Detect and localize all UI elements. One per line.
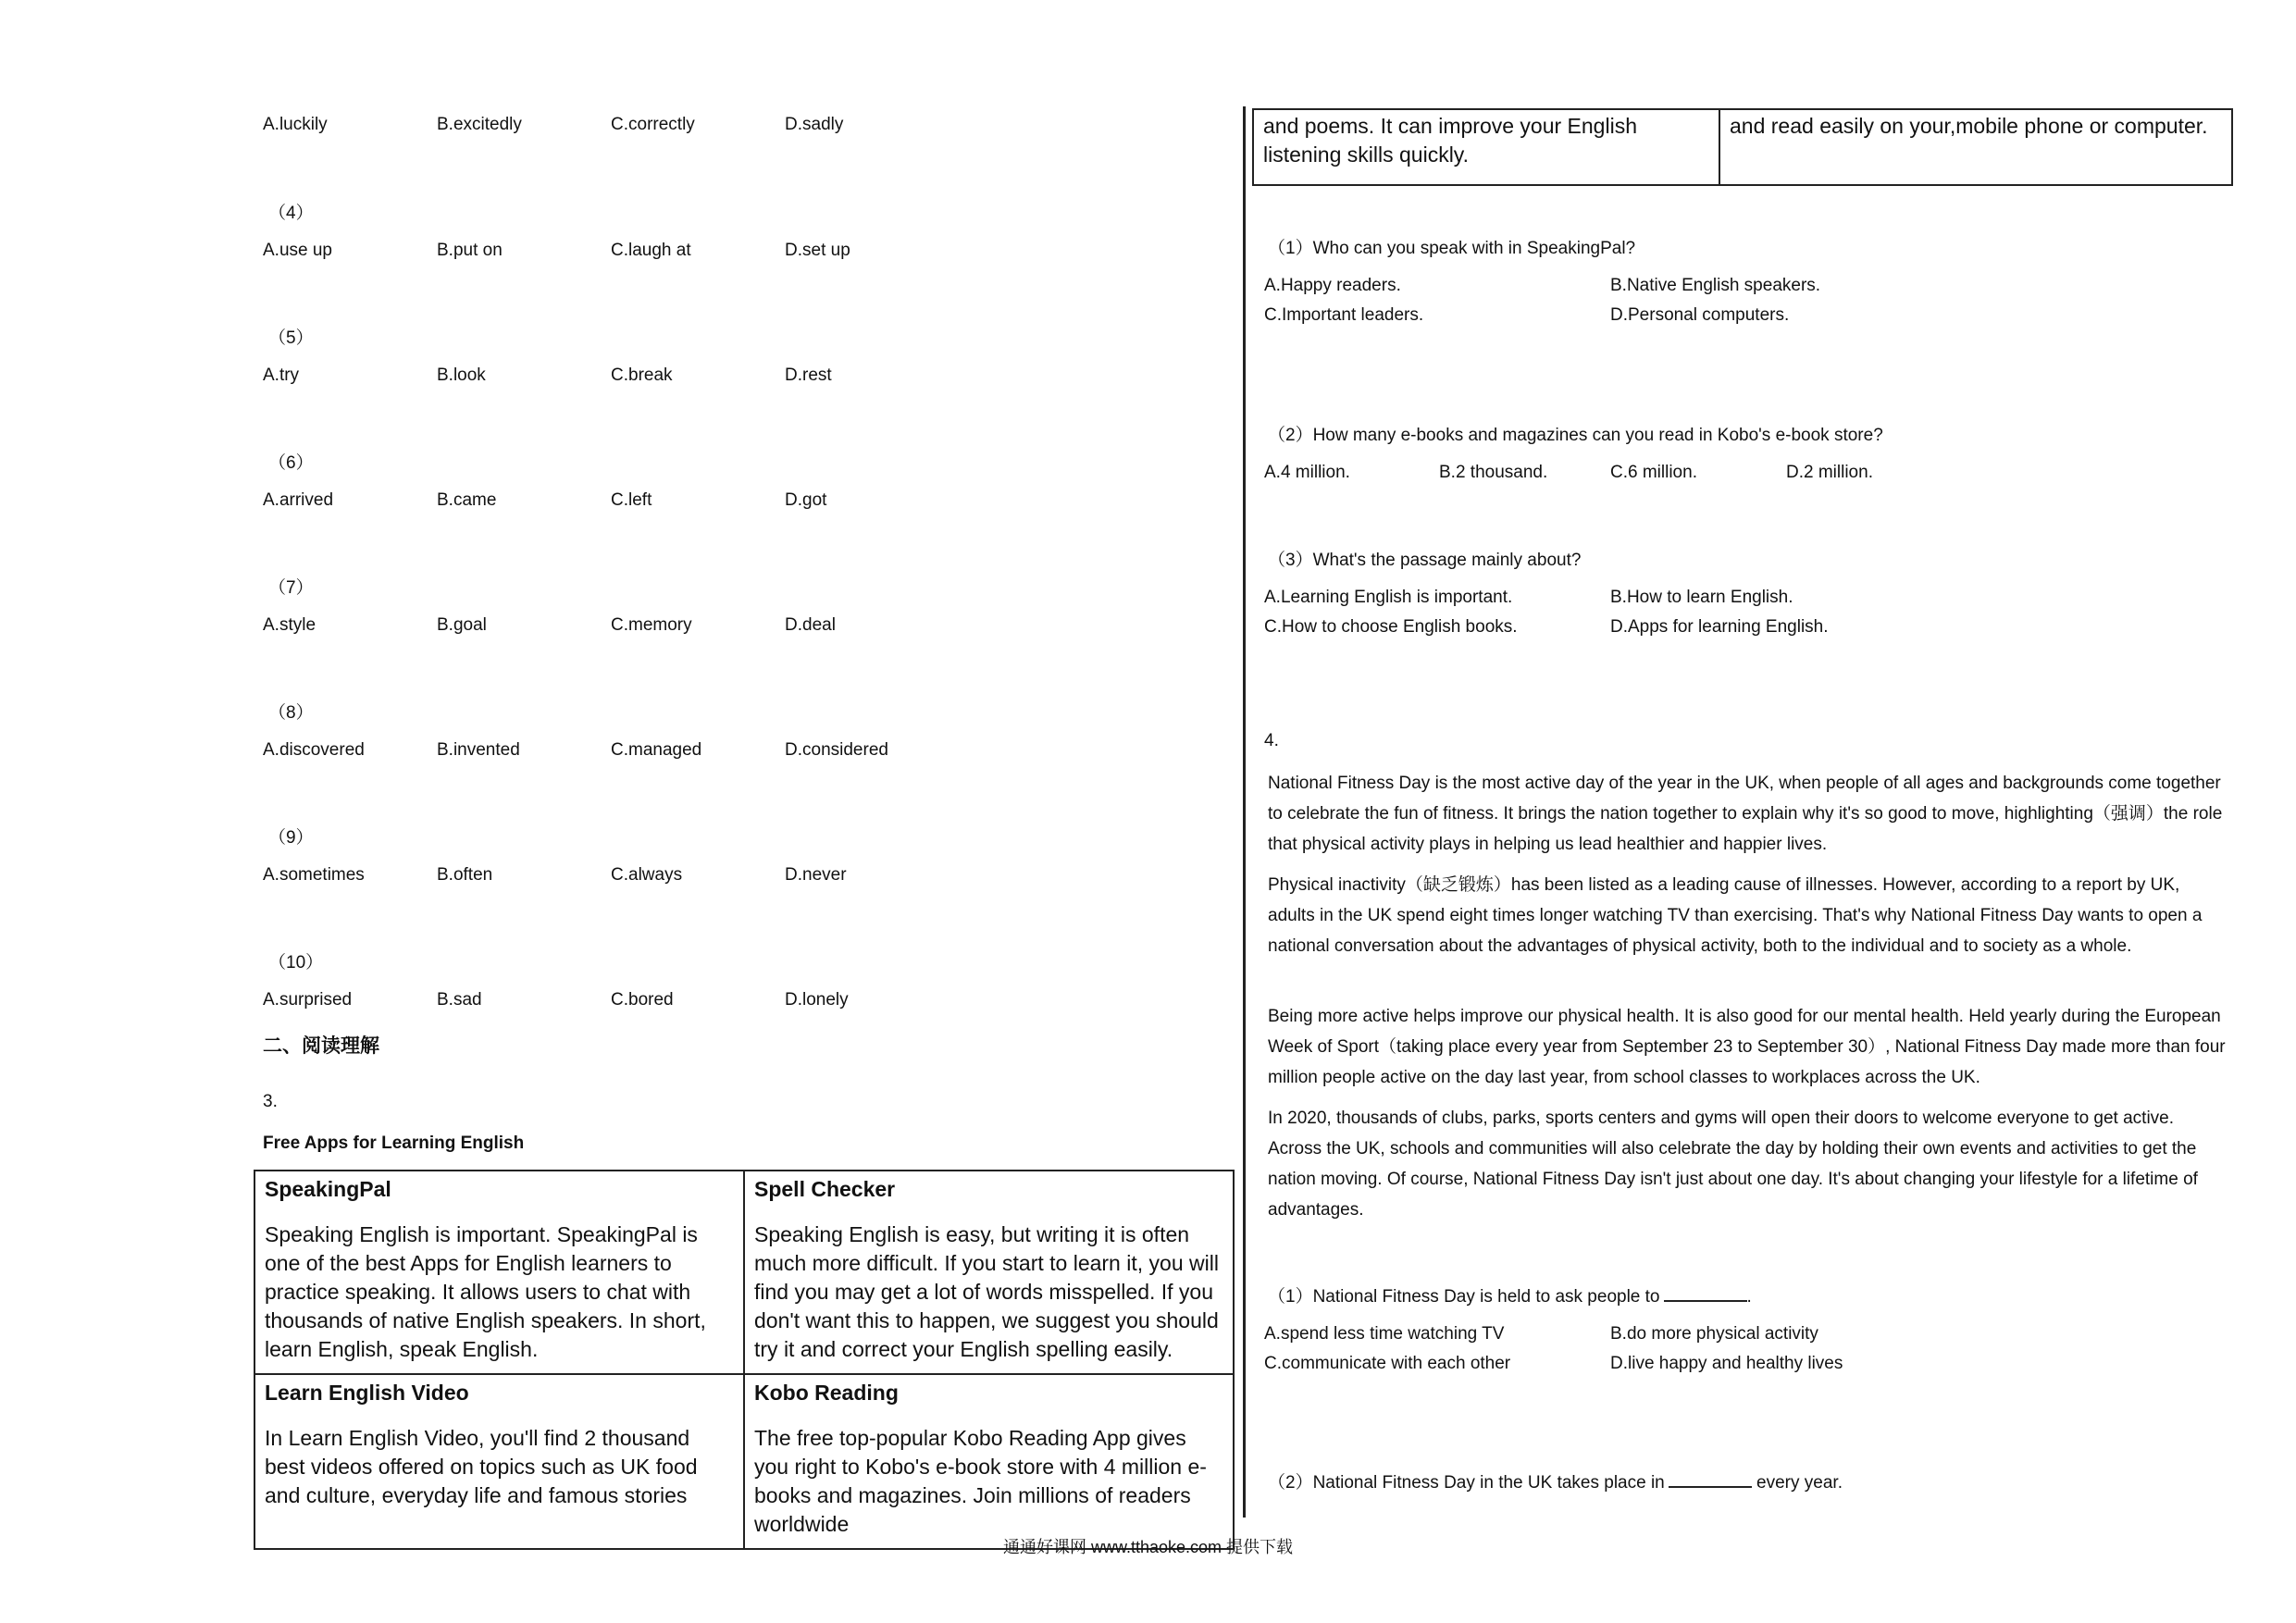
- q4-1-option-a: A.spend less time watching TV: [1264, 1324, 1505, 1344]
- option-b: B.look: [437, 365, 486, 385]
- question-number: （5）: [268, 328, 314, 348]
- speakingpal-cell: [254, 1171, 744, 1374]
- q3-1-option-c: C.Important leaders.: [1264, 305, 1424, 325]
- option-a: A.arrived: [263, 490, 334, 510]
- question-number: （10）: [268, 953, 324, 973]
- passage-number: 3.: [263, 1092, 278, 1111]
- option-b: B.often: [437, 865, 493, 885]
- q3-3-option-a: A.Learning English is important.: [1264, 588, 1513, 607]
- q3-3-option-d: D.Apps for learning English.: [1610, 617, 1829, 637]
- spell-checker-cell: [744, 1171, 1234, 1374]
- option-c: C.laugh at: [611, 241, 691, 260]
- video-cell-continued: and poems. It can improve your English listening skills quickly.: [1253, 109, 1719, 185]
- option-d: D.sadly: [785, 115, 844, 134]
- video-cell: [254, 1374, 744, 1549]
- option-b: B.goal: [437, 615, 487, 635]
- option-a: A.luckily: [263, 115, 328, 134]
- kobo-text: The free top-popular Kobo Reading App gives you right to Kobo's e-book store with 4 million e-books and magazines. Join millions of readers worldwide: [754, 1426, 1207, 1536]
- question-4-1-end: .: [1746, 1287, 1752, 1307]
- spell-checker-text: Speaking English is easy, but writing it is often much more difficult. If you start to learn it, you will find you may get a lot of words misspelled. If you don't want this to happen, we suggest you should try it and correct your English spelling easily.: [754, 1222, 1219, 1361]
- paragraph-4: In 2020, thousands of clubs, parks, sports centers and gyms will open their doors to welcome everyone to get active. Across the UK, schools and communities will also celebrate the day by holding their own events and activities to get the nation moving. Of course, National Fitness Day isn't just about one day. It's about changing your lifestyle for a lifetime of advantages.: [1268, 1109, 2198, 1220]
- question-number: （8）: [268, 703, 314, 723]
- option-c: C.left: [611, 490, 652, 510]
- paragraph-1: National Fitness Day is the most active day of the year in the UK, when people of all ages and backgrounds come together to celebrate the fun of fitness. It brings the nation together to explain why it's so good to move, highlighting（强调）the role that physical activity plays in helping us lead healthier and happier lives.: [1268, 774, 2223, 854]
- question-4-1: [1268, 1282, 1752, 1307]
- option-a: A.try: [263, 365, 300, 385]
- apps-table-continued: [1252, 108, 2233, 186]
- kobo-cell-continued: and read easily on your,mobile phone or computer.: [1719, 109, 2232, 185]
- option-c: C.correctly: [611, 115, 695, 134]
- passage-4-number: 4.: [1264, 731, 1279, 750]
- kobo-cell: [744, 1374, 1234, 1549]
- question-number: （6）: [268, 453, 314, 473]
- speakingpal-title: SpeakingPal: [265, 1177, 391, 1201]
- option-d: D.lonely: [785, 990, 849, 1010]
- question-number: （9）: [268, 828, 314, 848]
- question-3-1: （1）Who can you speak with in SpeakingPal?: [1268, 239, 1636, 258]
- option-d: D.rest: [785, 365, 832, 385]
- option-c: C.always: [611, 865, 683, 885]
- q3-3-option-c: C.How to choose English books.: [1264, 617, 1518, 637]
- question-3-2: （2）How many e-books and magazines can you read in Kobo's e-book store?: [1268, 426, 1883, 445]
- option-b: B.came: [437, 490, 497, 510]
- question-4-2-text: （2）National Fitness Day in the UK takes place in: [1268, 1473, 1665, 1493]
- q3-1-option-d: D.Personal computers.: [1610, 305, 1790, 325]
- option-c: C.managed: [611, 740, 702, 760]
- answer-blank[interactable]: [1669, 1469, 1752, 1488]
- option-b: B.sad: [437, 990, 482, 1010]
- option-a: A.style: [263, 615, 316, 635]
- q3-2-option-d: D.2 million.: [1786, 463, 1873, 482]
- option-c: C.break: [611, 365, 673, 385]
- q4-1-option-c: C.communicate with each other: [1264, 1354, 1511, 1373]
- q3-3-option-b: B.How to learn English.: [1610, 588, 1793, 607]
- question-4-2: [1268, 1468, 1843, 1493]
- column-divider: [1243, 106, 1246, 1518]
- q3-1-option-a: A.Happy readers.: [1264, 276, 1401, 295]
- option-b: B.put on: [437, 241, 503, 260]
- paragraph-3: Being more active helps improve our physical health. It is also good for our mental health. Held yearly during the European Week of Sport（taking place every year from September 23 to September 30）, National Fitness Day made more than four million people active on the day last year, from school classes to workplaces across the UK.: [1268, 1007, 2226, 1087]
- option-b: B.excitedly: [437, 115, 522, 134]
- option-c: C.memory: [611, 615, 692, 635]
- option-d: D.set up: [785, 241, 850, 260]
- speakingpal-text: Speaking English is important. SpeakingPal is one of the best Apps for English learners to practice speaking. It allows users to chat with thousands of native English speakers. In short, learn English, speak English.: [265, 1222, 706, 1361]
- q3-2-option-a: A.4 million.: [1264, 463, 1350, 482]
- option-c: C.bored: [611, 990, 674, 1010]
- question-4-2-end: every year.: [1756, 1473, 1843, 1493]
- question-4-1-text: （1）National Fitness Day is held to ask people to: [1268, 1287, 1660, 1307]
- q3-2-option-c: C.6 million.: [1610, 463, 1697, 482]
- option-a: A.surprised: [263, 990, 353, 1010]
- option-d: D.considered: [785, 740, 888, 760]
- q3-2-option-b: B.2 thousand.: [1439, 463, 1548, 482]
- question-number: （4）: [268, 204, 314, 223]
- kobo-title: Kobo Reading: [754, 1381, 899, 1405]
- video-text: In Learn English Video, you'll find 2 thousand best videos offered on topics such as UK food and culture, everyday life and famous stories: [265, 1426, 698, 1507]
- section-heading: 二、阅读理解: [263, 1035, 379, 1057]
- option-a: A.sometimes: [263, 865, 365, 885]
- q3-1-option-b: B.Native English speakers.: [1610, 276, 1821, 295]
- question-number: （7）: [268, 578, 314, 598]
- q4-1-option-d: D.live happy and healthy lives: [1610, 1354, 1843, 1373]
- table-title: Free Apps for Learning English: [263, 1134, 525, 1153]
- option-b: B.invented: [437, 740, 520, 760]
- spell-checker-title: Spell Checker: [754, 1177, 896, 1201]
- video-title: Learn English Video: [265, 1381, 469, 1405]
- option-a: A.discovered: [263, 740, 365, 760]
- option-d: D.never: [785, 865, 847, 885]
- question-3-3: （3）What's the passage mainly about?: [1268, 551, 1582, 570]
- option-d: D.got: [785, 490, 827, 510]
- option-d: D.deal: [785, 615, 836, 635]
- footer-text: 通通好课网 www.tthaoke.com 提供下载: [1002, 1538, 1294, 1556]
- answer-blank[interactable]: [1664, 1283, 1747, 1302]
- q4-1-option-b: B.do more physical activity: [1610, 1324, 1818, 1344]
- option-a: A.use up: [263, 241, 332, 260]
- paragraph-2: Physical inactivity（缺乏锻炼）has been listed as a leading cause of illnesses. However, according to a report by UK, adults in the UK spend eight times longer watching TV than exercising. That's why National Fitness Day wants to open a national conversation about the advantages of physical activity, both to the individual and to society as a whole.: [1268, 875, 2203, 956]
- apps-table: [254, 1170, 1235, 1550]
